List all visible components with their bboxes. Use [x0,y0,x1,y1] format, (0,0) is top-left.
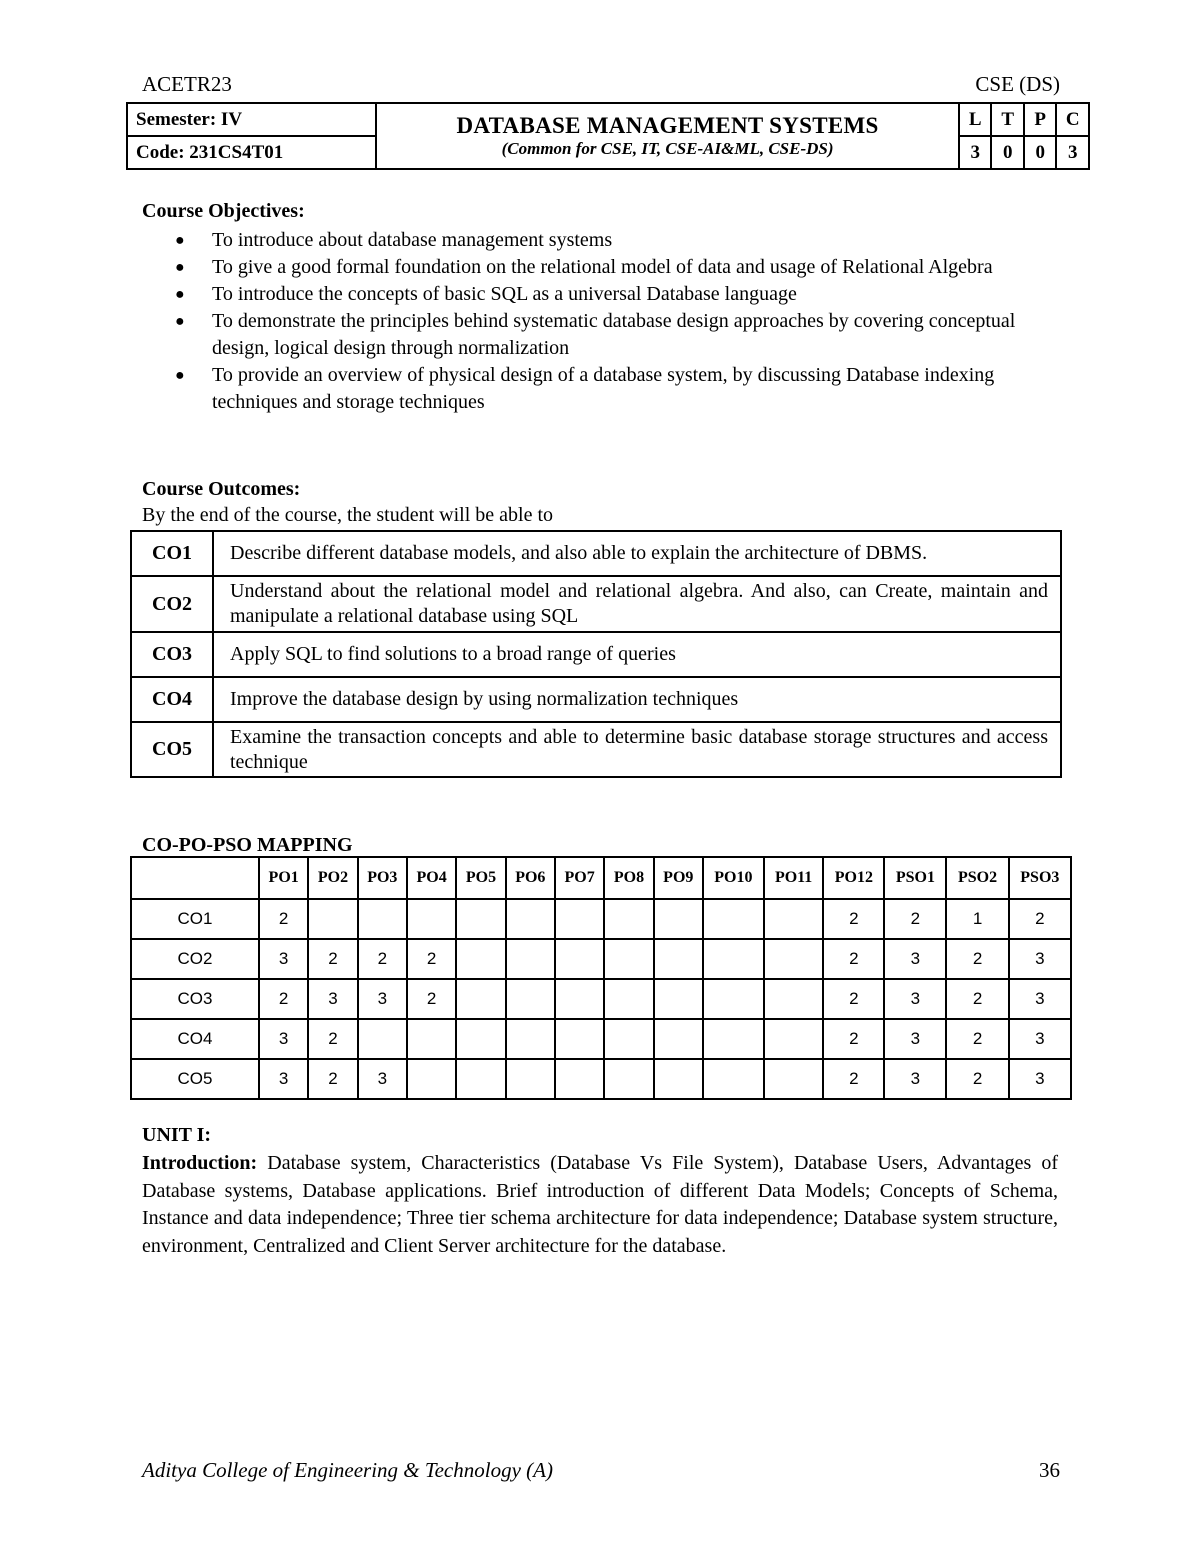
mapping-col-header: PO1 [259,857,308,899]
mapping-cell [654,939,703,979]
table-row [131,1019,1071,1059]
ltpc-header-l: L [959,103,992,136]
mapping-cell [703,979,764,1019]
mapping-row-header: CO4 [131,1019,259,1059]
co-code: CO5 [131,722,213,777]
mapping-cell [654,1019,703,1059]
mapping-cell [604,1019,653,1059]
course-title-cell [376,103,959,169]
course-title-box [126,102,1090,170]
semester-label: Semester: IV [127,103,376,136]
mapping-cell [604,939,653,979]
page-number: 36 [1039,1458,1060,1482]
mapping-col-header: PO2 [308,857,357,899]
mapping-cell: 2 [407,979,456,1019]
mapping-cell [604,979,653,1019]
mapping-cell [703,1019,764,1059]
mapping-cell [654,979,703,1019]
mapping-table [130,856,1072,1100]
co-description: Describe different database models, and also able to explain the architecture of DBMS. [213,531,1061,576]
mapping-cell: 3 [884,939,946,979]
mapping-cell [764,939,824,979]
mapping-cell [555,939,604,979]
mapping-cell [358,1019,407,1059]
mapping-corner-cell [131,857,259,899]
mapping-cell: 2 [259,979,308,1019]
list-item: ● To introduce the concepts of basic SQL as a universal Database language [142,281,1062,308]
mapping-col-header: PO7 [555,857,604,899]
mapping-cell: 3 [884,1059,946,1099]
co-description: Apply SQL to find solutions to a broad range of queries [213,632,1061,677]
bullet-icon: ● [175,313,185,330]
table-row [131,979,1071,1019]
table-row [131,899,1071,939]
mapping-cell: 3 [1009,1019,1071,1059]
mapping-col-header: PSO1 [884,857,946,899]
mapping-cell: 3 [358,979,407,1019]
mapping-row-header: CO2 [131,939,259,979]
unit-text: Database system, Characteristics (Database Vs File System), Database Users, Advantages of Database systems, Database applications. Brief introduction of different Data Models; Concepts of Schema, Instance and data independence; Three tier schema architecture for data independence; Database system structure, environment, Centralized and Client Server architecture for the database. [142,1152,1058,1257]
mapping-cell [764,1059,824,1099]
mapping-cell [555,1059,604,1099]
mapping-col-header: PO12 [823,857,884,899]
mapping-cell: 1 [946,899,1008,939]
objectives-title: Course Objectives: [142,200,305,222]
ltpc-header-p: P [1024,103,1057,136]
mapping-col-header: PSO3 [1009,857,1071,899]
mapping-cell [703,939,764,979]
mapping-cell [506,979,555,1019]
objectives-list [142,227,1062,416]
mapping-cell [358,899,407,939]
mapping-row-header: CO1 [131,899,259,939]
mapping-cell [308,899,357,939]
mapping-cell: 2 [259,899,308,939]
mapping-cell: 2 [884,899,946,939]
outcomes-table [130,530,1062,778]
header-branch: CSE (DS) [975,72,1060,96]
co-description: Understand about the relational model and relational algebra. And also, can Create, maintain and manipulate a relational database using SQL [213,576,1061,632]
mapping-cell: 2 [823,939,884,979]
footer-college: Aditya College of Engineering & Technology (A) [142,1458,553,1482]
co-code: CO1 [131,531,213,576]
mapping-cell: 3 [259,939,308,979]
bullet-icon: ● [175,232,185,249]
mapping-cell [456,939,505,979]
mapping-cell: 3 [884,1019,946,1059]
mapping-cell: 3 [884,979,946,1019]
mapping-cell: 2 [407,939,456,979]
code-label: Code: 231CS4T01 [127,136,376,169]
mapping-cell: 2 [823,1019,884,1059]
list-item: ● To provide an overview of physical design of a database system, by discussing Database indexing techniques and storage techniques [175,364,995,413]
mapping-cell [407,1059,456,1099]
mapping-cell: 3 [259,1059,308,1099]
mapping-cell [456,1019,505,1059]
list-item: ● To demonstrate the principles behind systematic database design approaches by covering conceptual design, logical design through normalization [175,310,1016,359]
mapping-col-header: PO8 [604,857,653,899]
table-row [131,939,1071,979]
mapping-cell [703,899,764,939]
mapping-col-header: PO5 [456,857,505,899]
co-code: CO2 [131,576,213,632]
bullet-icon: ● [175,367,185,384]
table-row [131,531,1061,576]
mapping-cell: 3 [1009,1059,1071,1099]
mapping-cell: 2 [823,979,884,1019]
list-item: ● To give a good formal foundation on the relational model of data and usage of Relational Algebra [142,254,1062,281]
mapping-cell: 2 [308,1059,357,1099]
mapping-cell [506,1019,555,1059]
mapping-row-header: CO5 [131,1059,259,1099]
mapping-cell: 2 [1009,899,1071,939]
mapping-col-header: PO6 [506,857,555,899]
mapping-header-row [131,857,1071,899]
mapping-cell [456,979,505,1019]
mapping-cell: 3 [1009,939,1071,979]
ltpc-value-t: 0 [991,136,1024,169]
mapping-col-header: PSO2 [946,857,1008,899]
mapping-cell [764,979,824,1019]
unit-body [142,1150,1058,1260]
mapping-col-header: PO3 [358,857,407,899]
mapping-cell: 2 [308,1019,357,1059]
mapping-cell: 3 [308,979,357,1019]
mapping-cell [407,1019,456,1059]
mapping-cell: 2 [946,1019,1008,1059]
ltpc-value-c: 3 [1056,136,1089,169]
mapping-cell [604,1059,653,1099]
mapping-cell: 3 [259,1019,308,1059]
ltpc-header-c: C [1056,103,1089,136]
table-row [131,722,1061,777]
mapping-title: CO-PO-PSO MAPPING [142,834,353,856]
mapping-cell [506,1059,555,1099]
mapping-cell [764,1019,824,1059]
co-code: CO4 [131,677,213,722]
ltpc-value-p: 0 [1024,136,1057,169]
mapping-col-header: PO10 [703,857,764,899]
bullet-icon: ● [175,259,185,276]
mapping-cell [506,939,555,979]
mapping-cell [555,979,604,1019]
course-title: DATABASE MANAGEMENT SYSTEMS [456,113,879,138]
co-description: Examine the transaction concepts and able to determine basic database storage structures and access technique [213,722,1061,777]
co-code: CO3 [131,632,213,677]
header-regulation: ACETR23 [142,72,232,96]
mapping-cell: 2 [823,899,884,939]
mapping-col-header: PO9 [654,857,703,899]
mapping-cell [555,1019,604,1059]
mapping-cell: 3 [358,1059,407,1099]
mapping-cell: 2 [358,939,407,979]
mapping-cell [604,899,653,939]
mapping-cell [654,899,703,939]
table-row [131,1059,1071,1099]
outcomes-intro: By the end of the course, the student will be able to [142,504,554,526]
mapping-cell: 2 [946,979,1008,1019]
mapping-cell [456,899,505,939]
mapping-cell [654,1059,703,1099]
mapping-col-header: PO11 [764,857,824,899]
table-row [131,632,1061,677]
co-description: Improve the database design by using normalization techniques [213,677,1061,722]
mapping-cell: 2 [946,1059,1008,1099]
mapping-cell [506,899,555,939]
table-row [131,576,1061,632]
course-subtitle: (Common for CSE, IT, CSE-AI&ML, CSE-DS) [501,139,834,159]
mapping-body [131,899,1071,1099]
ltpc-value-l: 3 [959,136,992,169]
table-row [131,677,1061,722]
unit-title: UNIT I: [142,1124,212,1146]
bullet-icon: ● [175,286,185,303]
outcomes-title: Course Outcomes: [142,478,301,500]
mapping-cell [555,899,604,939]
mapping-cell: 2 [823,1059,884,1099]
mapping-cell [407,899,456,939]
mapping-cell: 2 [308,939,357,979]
mapping-row-header: CO3 [131,979,259,1019]
mapping-cell: 2 [946,939,1008,979]
unit-lead: Introduction: [142,1152,258,1174]
mapping-cell: 3 [1009,979,1071,1019]
list-item: ● To introduce about database management systems [142,227,1062,254]
mapping-col-header: PO4 [407,857,456,899]
mapping-cell [703,1059,764,1099]
mapping-cell [764,899,824,939]
mapping-cell [456,1059,505,1099]
ltpc-header-t: T [991,103,1024,136]
